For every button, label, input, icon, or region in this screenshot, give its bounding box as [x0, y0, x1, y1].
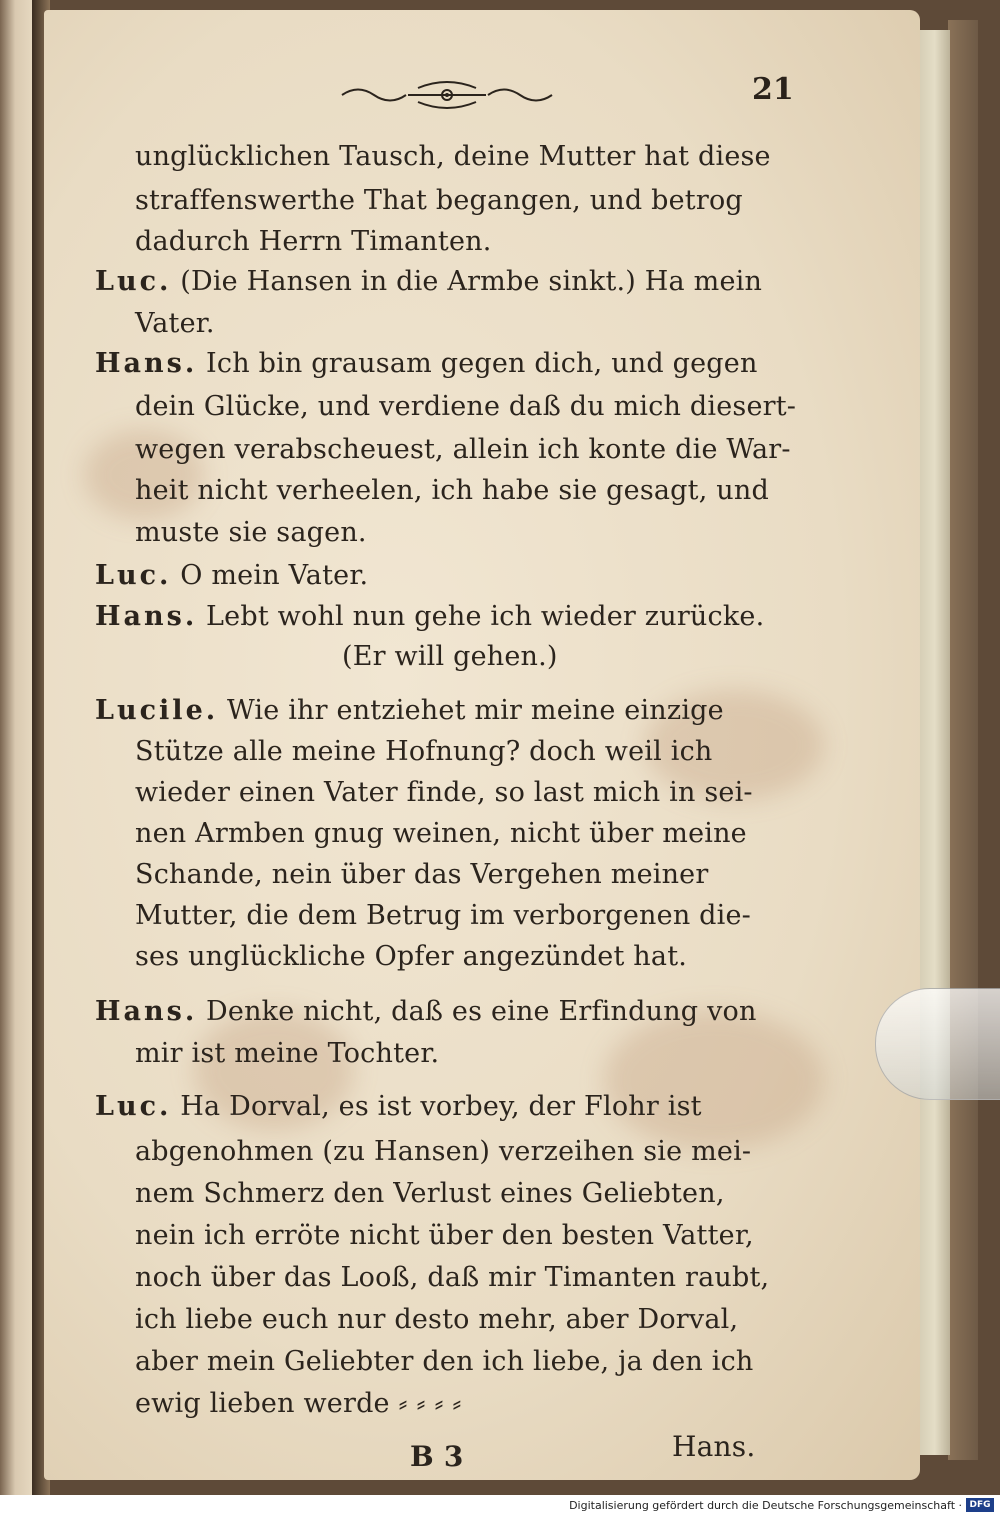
stain — [604, 1010, 824, 1150]
text-line: dadurch Herrn Timanten. — [135, 226, 492, 257]
speech-text: Denke nicht, daß es eine Erfindung von — [206, 996, 757, 1027]
text-line: abgenohmen (zu Hansen) verzeihen sie mei- — [135, 1136, 752, 1167]
text-line: Stütze alle meine Hofnung? doch weil ich — [135, 736, 713, 767]
speech-line — [95, 562, 368, 589]
speaker-name: Luc. — [95, 266, 172, 297]
speech-line — [95, 697, 724, 724]
speaker-name: Lucile. — [95, 695, 219, 726]
speaker-name: Hans. — [95, 601, 198, 632]
book-clip — [875, 988, 1000, 1100]
right-cover-edge — [948, 20, 978, 1460]
speaker-name: Hans. — [95, 348, 198, 379]
text-line: nem Schmerz den Verlust eines Geliebten, — [135, 1178, 725, 1209]
page-number: 21 — [752, 72, 794, 107]
text-line: mir ist meine Tochter. — [135, 1038, 440, 1069]
text-line: aber mein Geliebter den ich liebe, ja den ich — [135, 1346, 754, 1377]
speech-line — [95, 998, 757, 1025]
speech-line — [95, 350, 758, 377]
speaker-name: Luc. — [95, 560, 172, 591]
text-line: dein Glücke, und verdiene daß du mich diesert- — [135, 391, 797, 422]
speech-line — [95, 603, 764, 630]
speech-text: Ha Dorval, es ist vorbey, der Flohr ist — [180, 1091, 702, 1122]
text-line: wieder einen Vater finde, so last mich in sei- — [135, 777, 753, 808]
text-line: muste sie sagen. — [135, 517, 367, 548]
text-line: heit nicht verheelen, ich habe sie gesagt, und — [135, 475, 769, 506]
text-line: ewig lieben werde ⸗ ⸗ ⸗ ⸗ — [135, 1388, 462, 1419]
text-line: wegen verabscheuest, allein ich konte die War- — [135, 434, 791, 465]
text-line: Schande, nein über das Vergehen meiner — [135, 859, 709, 890]
signature-mark: B 3 — [410, 1440, 464, 1473]
text-line: nen Armben gnug weinen, nicht über meine — [135, 818, 747, 849]
text-line: straffenswerthe That begangen, und betrog — [135, 185, 743, 216]
speech-line — [95, 1093, 702, 1120]
text-line: Mutter, die dem Betrug im verborgenen die- — [135, 900, 752, 931]
speaker-name: Hans. — [95, 996, 198, 1027]
stage-direction: (Er will gehen.) — [342, 641, 558, 672]
speech-text: Wie ihr entziehet mir meine einzige — [226, 695, 724, 726]
footer-bar — [0, 1495, 1000, 1517]
text-line: unglücklichen Tausch, deine Mutter hat diese — [135, 141, 771, 172]
speech-text: O mein Vater. — [180, 560, 369, 591]
speech-line — [95, 268, 762, 295]
speaker-name: Luc. — [95, 1091, 172, 1122]
ornament-headpiece — [338, 78, 556, 112]
speech-text: Ich bin grausam gegen dich, und gegen — [206, 348, 758, 379]
text-line: ses unglückliche Opfer angezündet hat. — [135, 941, 688, 972]
footer-credit: Digitalisierung gefördert durch die Deutsche Forschungsgemeinschaft · — [569, 1499, 962, 1512]
text-line: noch über das Looß, daß mir Timanten raubt, — [135, 1262, 770, 1293]
text-line: Vater. — [135, 308, 215, 339]
speech-text: (Die Hansen in die Armbe sinkt.) Ha mein — [180, 266, 763, 297]
text-line: nein ich erröte nicht über den besten Vatter, — [135, 1220, 754, 1251]
speech-text: Lebt wohl nun gehe ich wieder zurücke. — [206, 601, 765, 632]
catchword: Hans. — [672, 1430, 756, 1463]
text-line: ich liebe euch nur desto mehr, aber Dorval, — [135, 1304, 739, 1335]
dfg-logo: DFG — [966, 1498, 994, 1512]
